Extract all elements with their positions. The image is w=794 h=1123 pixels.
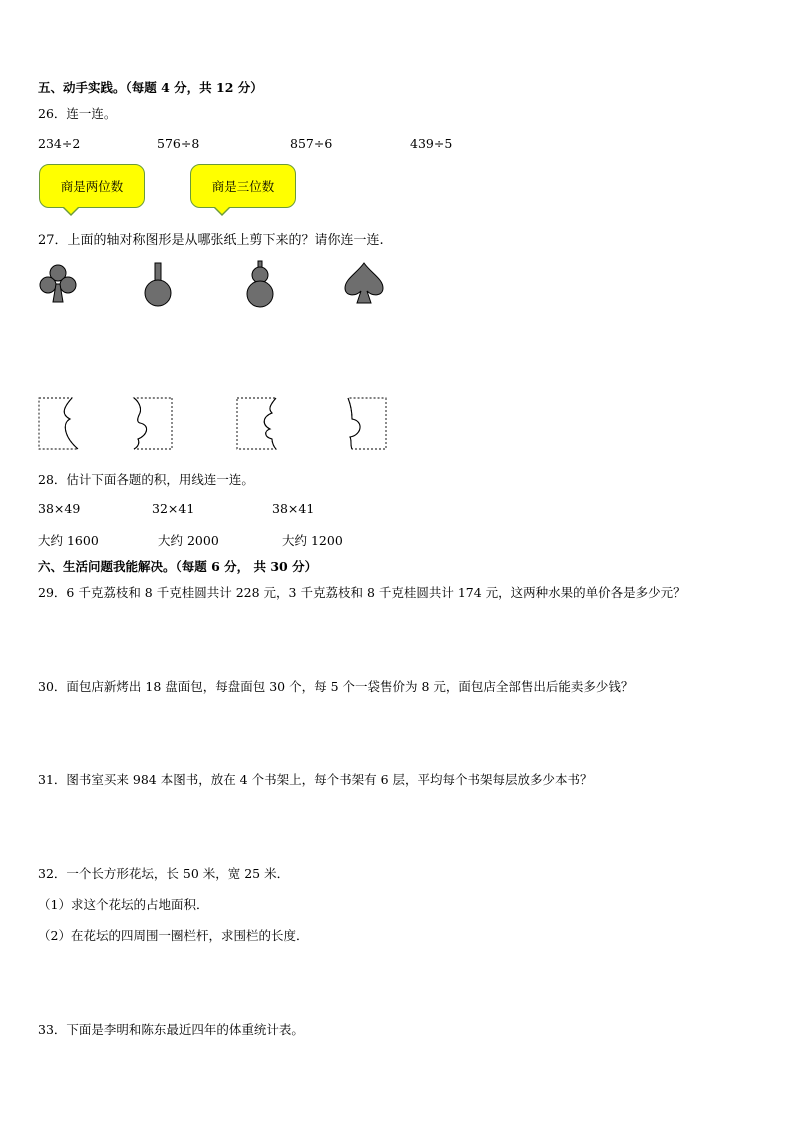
q28-estimate: 大约 2000 [158,533,219,548]
question-28-prompt: 28．估计下面各题的积，用线连一连。 [38,472,254,487]
paper-3-icon[interactable] [236,397,280,451]
q28-expression: 38×49 [38,501,81,516]
three-digit-quotient-bubble[interactable] [190,164,296,208]
question-26-prompt: 26．连一连。 [38,106,117,121]
club-shape-icon[interactable] [36,262,80,306]
bubble-label: 商是两位数 [60,179,124,194]
question-29: 29．6 千克荔枝和 8 千克桂圆共计 228 元，3 千克荔枝和 8 千克桂圆共计 174 元，这两种水果的单价各是多少元？ [38,585,686,600]
question-32-part-2: （2）在花坛的四周围一圈栏杆，求围栏的长度． [38,928,309,943]
q28-expression: 32×41 [152,501,195,516]
q26-expression: 857÷6 [290,136,333,151]
question-32-prompt: 32．一个长方形花坛，长 50 米，宽 25 米． [38,866,290,881]
q28-estimate: 大约 1200 [282,533,343,548]
question-27-prompt: 27．上面的轴对称图形是从哪张纸上剪下来的？请你连一连. [38,233,384,248]
section-5-heading: 五、动手实践。（每题 4 分，共 12 分） [38,80,263,95]
paper-2-icon[interactable] [132,397,174,451]
section-6-heading: 六、生活问题我能解决。（每题 6 分， 共 30 分） [38,559,318,574]
two-digit-quotient-bubble[interactable] [39,164,145,208]
question-31: 31．图书室买来 984 本图书，放在 4 个书架上，每个书架有 6 层，平均每个书架每层放多少本书？ [38,772,593,787]
bubble-label: 商是三位数 [211,179,275,194]
question-30: 30．面包店新烤出 18 盘面包，每盘面包 30 个，每 5 个一袋售价为 8 元，面包店全部售出后能卖多少钱？ [38,679,634,694]
spade-shape-icon[interactable] [341,261,387,307]
paper-1-icon[interactable] [38,397,80,451]
question-32-part-1: （1）求这个花坛的占地面积． [38,897,209,912]
question-33: 33．下面是李明和陈东最近四年的体重统计表。 [38,1022,304,1037]
gourd-shape-icon[interactable] [242,260,278,308]
q26-expression: 576÷8 [157,136,200,151]
q28-expression: 38×41 [272,501,315,516]
paper-4-icon[interactable] [346,397,388,451]
q28-estimate: 大约 1600 [38,533,99,548]
q26-expression: 439÷5 [410,136,453,151]
key-shape-icon[interactable] [140,262,176,308]
q26-expression: 234÷2 [38,136,81,151]
